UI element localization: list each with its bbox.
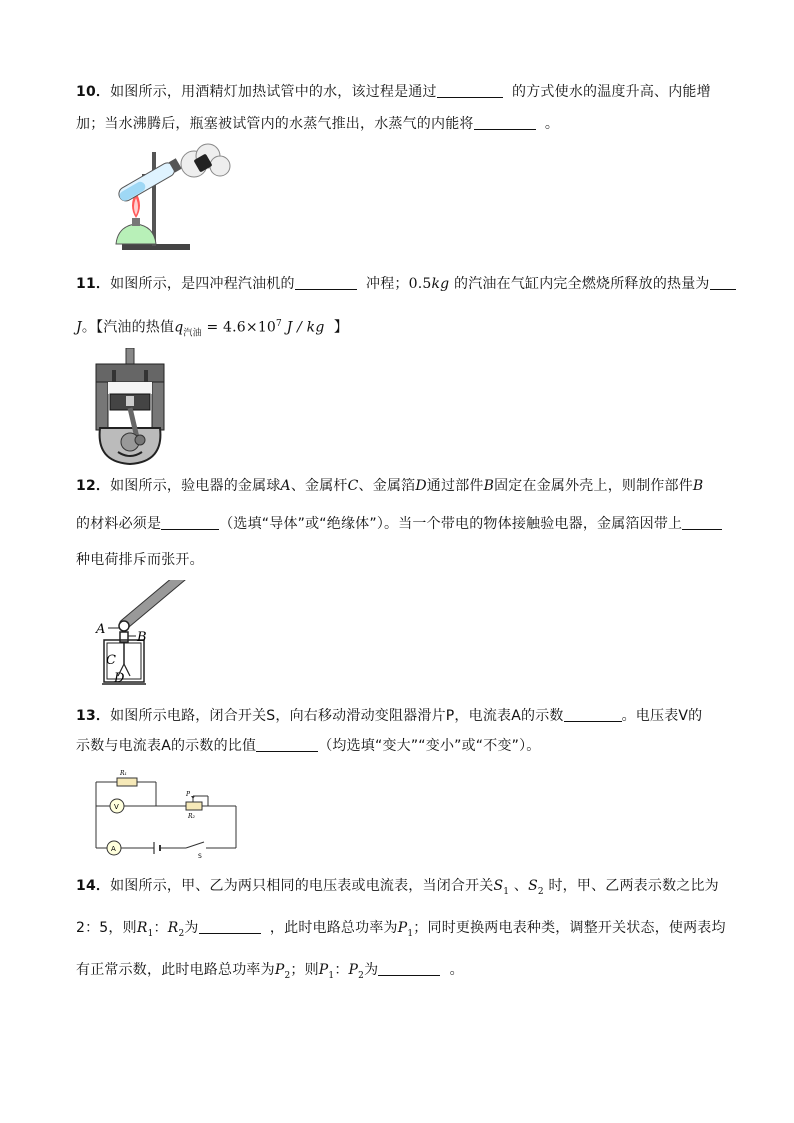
q12-line-1: [76, 476, 703, 496]
fig-label-c: C: [106, 653, 116, 668]
power-p1-symbol: P: [318, 962, 329, 978]
answer-blank[interactable]: [474, 115, 536, 130]
label-d: D: [415, 478, 427, 494]
joule-unit: J: [76, 319, 82, 336]
answer-blank[interactable]: [437, 83, 503, 98]
subscript: 2: [284, 970, 291, 981]
question-text: 、金属杆: [290, 478, 348, 494]
question-number: 12．: [76, 478, 111, 494]
fig-label-d: D: [114, 671, 125, 686]
mass-value: 0.5: [408, 276, 432, 292]
question-number: 14．: [76, 878, 111, 894]
switch-s1-symbol: S: [493, 878, 504, 894]
bracket-close: 】: [333, 319, 349, 336]
label-b: B: [692, 478, 704, 494]
subscript: 1: [147, 928, 154, 939]
question-text: 如图所示，验电器的金属球: [110, 478, 281, 494]
label-c: C: [347, 478, 359, 494]
question-number: 10．: [76, 84, 111, 100]
heat-value-expression: = 4.6×10: [206, 319, 277, 336]
question-text: 示数与电流表A的示数的比值: [76, 738, 257, 754]
question-text: 的方式使水的温度升高、内能增: [512, 84, 711, 100]
question-text: 如图所示电路，闭合开关S，向右移动滑动变阻器滑片P，电流表A的示数: [110, 708, 564, 724]
question-text: 固定在金属外壳上，则制作部件: [494, 478, 693, 494]
question-text: （选填“导体”或“绝缘体”）。当一个带电的物体接触验电器，金属箔因带上: [219, 516, 683, 532]
fig-label-v: V: [114, 803, 119, 811]
question-text: 时，甲、乙两表示数之比为: [548, 878, 719, 894]
question-number: 11．: [76, 276, 111, 292]
heat-value-symbol: q: [174, 319, 184, 336]
label-a: A: [280, 478, 291, 494]
mass-unit: kg: [431, 276, 450, 292]
fig-label-r1: R₁: [120, 770, 127, 777]
q14-line-3: [76, 960, 464, 986]
question-text: 如图所示，是四冲程汽油机的: [110, 276, 295, 292]
question-text: 、金属箔: [358, 478, 416, 494]
q14-line-2: [76, 918, 726, 944]
q12-line-3: [76, 550, 204, 570]
subscript: 1: [328, 970, 335, 981]
heat-value-subscript: 汽油: [183, 328, 202, 339]
question-text: ，此时电路总功率为: [269, 920, 398, 936]
subscript: 2: [537, 886, 544, 897]
question-text: 为: [184, 920, 199, 936]
subscript: 2: [358, 970, 365, 981]
heat-value-unit: J / kg: [286, 319, 325, 336]
label-b: B: [483, 478, 495, 494]
question-text: ；同时更换两电表种类，调整开关状态，使两表均: [413, 920, 726, 936]
subscript: 2: [178, 928, 185, 939]
gasoline-engine-figure: [94, 348, 166, 466]
question-text: 。【汽油的热值: [81, 319, 175, 336]
q13-line-2: [76, 736, 541, 756]
question-text: 冲程；: [366, 276, 409, 292]
question-text: 的汽油在气缸内完全燃烧所释放的热量为: [454, 276, 710, 292]
exponent: 7: [276, 319, 282, 329]
question-text: 通过部件: [426, 478, 484, 494]
answer-blank[interactable]: [564, 707, 622, 722]
answer-blank[interactable]: [199, 919, 261, 934]
question-text: 为: [364, 962, 379, 978]
question-text: ；则: [290, 962, 319, 978]
power-p2-symbol: P: [348, 962, 359, 978]
circuit-figure-13: [90, 766, 242, 858]
answer-blank[interactable]: [295, 275, 357, 290]
question-text: ：: [153, 920, 168, 936]
electroscope-figure: [92, 580, 202, 690]
subscript: 1: [407, 928, 414, 939]
q10-line-2: [76, 114, 559, 134]
q14-line-1: [76, 876, 719, 902]
answer-blank[interactable]: [682, 515, 722, 530]
answer-blank[interactable]: [710, 275, 736, 290]
q11-line-1: [76, 274, 736, 294]
answer-blank[interactable]: [256, 737, 318, 752]
subscript: 1: [503, 886, 510, 897]
question-text: 。: [544, 116, 560, 132]
fig-label-p: P: [186, 791, 191, 798]
power-p2-symbol: P: [274, 962, 285, 978]
power-p1-symbol: P: [397, 920, 408, 936]
question-text: 有正常示数，此时电路总功率为: [76, 962, 275, 978]
answer-blank[interactable]: [378, 961, 440, 976]
test-tube-heating-figure: [96, 140, 236, 260]
question-text: 加；当水沸腾后，瓶塞被试管内的水蒸气推出，水蒸气的内能将: [76, 116, 474, 132]
question-text: 种电荷排斥而张开。: [76, 552, 204, 568]
question-text: 如图所示，甲、乙为两只相同的电压表或电流表，当闭合开关: [110, 878, 494, 894]
question-number: 13．: [76, 708, 111, 724]
fig-label-b: B: [137, 630, 147, 645]
fig-label-a: A: [96, 622, 106, 637]
question-text: 。: [449, 962, 464, 978]
resistor-r1-symbol: R: [136, 920, 148, 936]
resistor-r2-symbol: R: [167, 920, 179, 936]
answer-blank[interactable]: [161, 515, 219, 530]
question-text: 、: [513, 878, 529, 894]
fig-label-a: A: [111, 845, 116, 853]
switch-s2-symbol: S: [528, 878, 538, 894]
fig-label-s: S: [198, 853, 202, 858]
question-text: 如图所示，用酒精灯加热试管中的水，该过程是通过: [110, 84, 437, 100]
fig-label-r2: R₂: [188, 813, 195, 820]
q13-line-1: [76, 706, 702, 726]
question-text: （均选填“变大”“变小”或“不变”）。: [318, 738, 541, 754]
q12-line-2: [76, 514, 722, 534]
question-text: 。电压表V的: [621, 708, 703, 724]
q11-line-2: [76, 314, 348, 343]
q10-line-1: [76, 82, 711, 102]
question-text: 的材料必须是: [76, 516, 162, 532]
question-text: 2：5，则: [76, 920, 137, 936]
question-text: ：: [334, 962, 349, 978]
